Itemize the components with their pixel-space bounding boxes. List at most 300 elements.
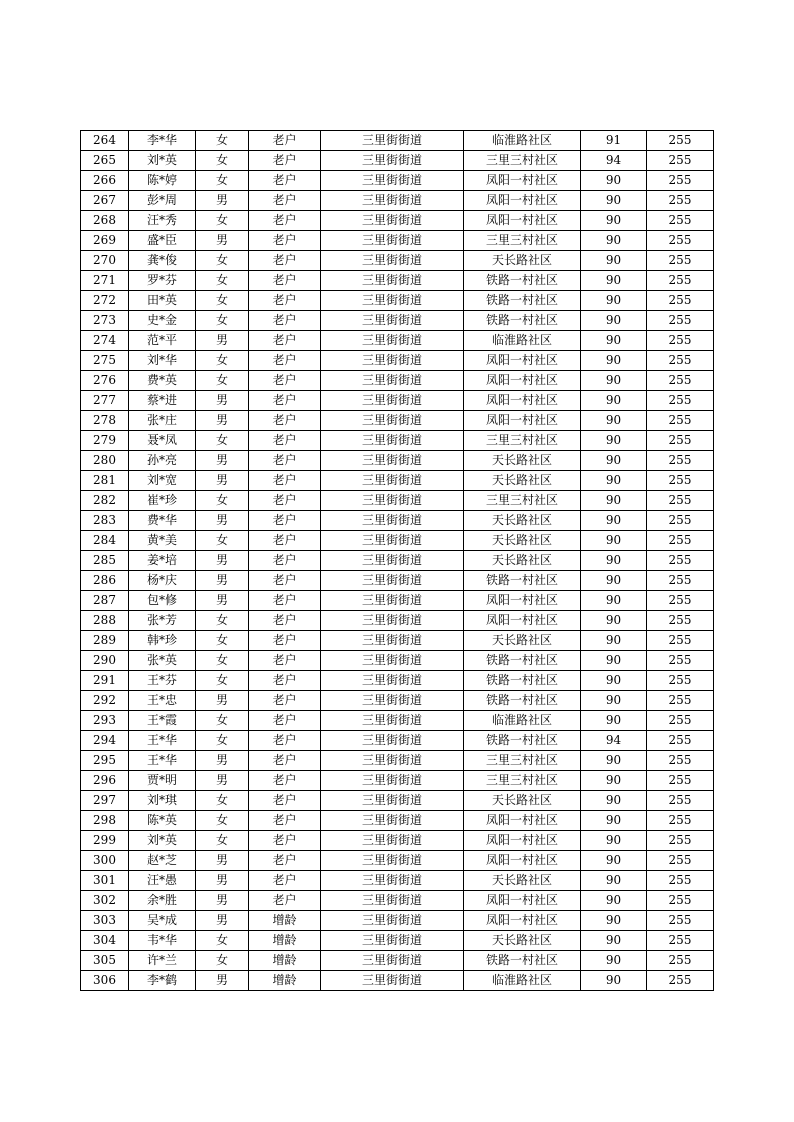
type-cell: 老户 [249,311,321,331]
seq-no-cell: 289 [81,631,129,651]
seq-no-cell: 279 [81,431,129,451]
seq-no-cell: 273 [81,311,129,331]
table-row [81,871,714,891]
community-cell: 临淮路社区 [464,331,581,351]
type-cell: 老户 [249,551,321,571]
seq-no-cell: 282 [81,491,129,511]
name-cell: 赵*芝 [129,851,196,871]
age-cell: 90 [581,431,647,451]
age-cell: 90 [581,471,647,491]
gender-cell: 男 [196,851,249,871]
seq-no-cell: 274 [81,331,129,351]
type-cell: 老户 [249,871,321,891]
community-cell: 铁路一村社区 [464,271,581,291]
table-row [81,371,714,391]
age-cell: 90 [581,891,647,911]
street-cell: 三里街街道 [321,671,464,691]
gender-cell: 男 [196,871,249,891]
community-cell: 凤阳一村社区 [464,211,581,231]
gender-cell: 男 [196,751,249,771]
name-cell: 蔡*进 [129,391,196,411]
street-cell: 三里街街道 [321,731,464,751]
street-cell: 三里街街道 [321,371,464,391]
gender-cell: 男 [196,771,249,791]
type-cell: 老户 [249,411,321,431]
name-cell: 张*英 [129,651,196,671]
street-cell: 三里街街道 [321,191,464,211]
street-cell: 三里街街道 [321,971,464,991]
community-cell: 凤阳一村社区 [464,831,581,851]
amount-cell: 255 [647,231,714,251]
street-cell: 三里街街道 [321,951,464,971]
amount-cell: 255 [647,391,714,411]
table-row [81,891,714,911]
community-cell: 凤阳一村社区 [464,891,581,911]
table-row [81,391,714,411]
seq-no-cell: 305 [81,951,129,971]
name-cell: 龚*俊 [129,251,196,271]
amount-cell: 255 [647,911,714,931]
street-cell: 三里街街道 [321,331,464,351]
street-cell: 三里街街道 [321,251,464,271]
age-cell: 90 [581,631,647,651]
amount-cell: 255 [647,791,714,811]
street-cell: 三里街街道 [321,631,464,651]
age-cell: 90 [581,711,647,731]
type-cell: 老户 [249,811,321,831]
gender-cell: 男 [196,451,249,471]
type-cell: 老户 [249,331,321,351]
amount-cell: 255 [647,471,714,491]
type-cell: 老户 [249,891,321,911]
name-cell: 崔*珍 [129,491,196,511]
seq-no-cell: 270 [81,251,129,271]
gender-cell: 女 [196,611,249,631]
amount-cell: 255 [647,831,714,851]
gender-cell: 女 [196,211,249,231]
name-cell: 聂*凤 [129,431,196,451]
table-row [81,251,714,271]
gender-cell: 男 [196,971,249,991]
age-cell: 90 [581,231,647,251]
gender-cell: 女 [196,531,249,551]
name-cell: 罗*芬 [129,271,196,291]
street-cell: 三里街街道 [321,751,464,771]
amount-cell: 255 [647,951,714,971]
type-cell: 老户 [249,271,321,291]
name-cell: 刘*琪 [129,791,196,811]
type-cell: 老户 [249,231,321,251]
age-cell: 90 [581,451,647,471]
type-cell: 老户 [249,251,321,271]
street-cell: 三里街街道 [321,871,464,891]
community-cell: 凤阳一村社区 [464,371,581,391]
seq-no-cell: 269 [81,231,129,251]
gender-cell: 男 [196,331,249,351]
seq-no-cell: 293 [81,711,129,731]
street-cell: 三里街街道 [321,131,464,151]
amount-cell: 255 [647,411,714,431]
community-cell: 凤阳一村社区 [464,191,581,211]
name-cell: 费*华 [129,511,196,531]
type-cell: 老户 [249,191,321,211]
community-cell: 三里三村社区 [464,151,581,171]
type-cell: 老户 [249,651,321,671]
seq-no-cell: 265 [81,151,129,171]
street-cell: 三里街街道 [321,651,464,671]
seq-no-cell: 276 [81,371,129,391]
table-row [81,831,714,851]
gender-cell: 女 [196,831,249,851]
street-cell: 三里街街道 [321,891,464,911]
type-cell: 老户 [249,851,321,871]
amount-cell: 255 [647,551,714,571]
type-cell: 老户 [249,211,321,231]
community-cell: 三里三村社区 [464,771,581,791]
gender-cell: 女 [196,631,249,651]
gender-cell: 男 [196,691,249,711]
type-cell: 老户 [249,491,321,511]
table-row [81,291,714,311]
community-cell: 三里三村社区 [464,431,581,451]
gender-cell: 女 [196,731,249,751]
street-cell: 三里街街道 [321,491,464,511]
name-cell: 田*英 [129,291,196,311]
gender-cell: 女 [196,931,249,951]
table-row [81,411,714,431]
table-row [81,451,714,471]
street-cell: 三里街街道 [321,431,464,451]
seq-no-cell: 287 [81,591,129,611]
seq-no-cell: 297 [81,791,129,811]
table-row [81,591,714,611]
community-cell: 凤阳一村社区 [464,351,581,371]
gender-cell: 男 [196,471,249,491]
type-cell: 老户 [249,291,321,311]
street-cell: 三里街街道 [321,171,464,191]
community-cell: 三里三村社区 [464,231,581,251]
name-cell: 韩*珍 [129,631,196,651]
name-cell: 刘*宽 [129,471,196,491]
community-cell: 铁路一村社区 [464,651,581,671]
table-row [81,751,714,771]
table-row [81,611,714,631]
seq-no-cell: 288 [81,611,129,631]
street-cell: 三里街街道 [321,791,464,811]
community-cell: 凤阳一村社区 [464,911,581,931]
name-cell: 汪*秀 [129,211,196,231]
name-cell: 汪*愚 [129,871,196,891]
gender-cell: 女 [196,651,249,671]
gender-cell: 男 [196,511,249,531]
amount-cell: 255 [647,611,714,631]
type-cell: 老户 [249,771,321,791]
type-cell: 老户 [249,571,321,591]
name-cell: 范*平 [129,331,196,351]
community-cell: 铁路一村社区 [464,731,581,751]
community-cell: 天长路社区 [464,511,581,531]
community-cell: 铁路一村社区 [464,291,581,311]
type-cell: 老户 [249,511,321,531]
gender-cell: 女 [196,951,249,971]
table-row [81,151,714,171]
community-cell: 凤阳一村社区 [464,391,581,411]
age-cell: 90 [581,331,647,351]
age-cell: 90 [581,971,647,991]
type-cell: 老户 [249,451,321,471]
community-cell: 天长路社区 [464,551,581,571]
table-row [81,551,714,571]
name-cell: 刘*英 [129,831,196,851]
street-cell: 三里街街道 [321,391,464,411]
amount-cell: 255 [647,871,714,891]
gender-cell: 男 [196,551,249,571]
age-cell: 94 [581,151,647,171]
street-cell: 三里街街道 [321,711,464,731]
name-cell: 余*胜 [129,891,196,911]
age-cell: 90 [581,831,647,851]
street-cell: 三里街街道 [321,151,464,171]
age-cell: 90 [581,911,647,931]
street-cell: 三里街街道 [321,271,464,291]
street-cell: 三里街街道 [321,511,464,531]
amount-cell: 255 [647,631,714,651]
street-cell: 三里街街道 [321,591,464,611]
seq-no-cell: 271 [81,271,129,291]
table-row [81,231,714,251]
amount-cell: 255 [647,811,714,831]
community-cell: 铁路一村社区 [464,951,581,971]
table-row [81,131,714,151]
gender-cell: 女 [196,491,249,511]
seq-no-cell: 283 [81,511,129,531]
seq-no-cell: 291 [81,671,129,691]
street-cell: 三里街街道 [321,611,464,631]
seq-no-cell: 278 [81,411,129,431]
name-cell: 许*兰 [129,951,196,971]
type-cell: 老户 [249,631,321,651]
amount-cell: 255 [647,731,714,751]
name-cell: 陈*英 [129,811,196,831]
table-row [81,211,714,231]
street-cell: 三里街街道 [321,471,464,491]
amount-cell: 255 [647,171,714,191]
name-cell: 孙*亮 [129,451,196,471]
amount-cell: 255 [647,671,714,691]
gender-cell: 女 [196,431,249,451]
type-cell: 老户 [249,791,321,811]
community-cell: 铁路一村社区 [464,571,581,591]
type-cell: 老户 [249,531,321,551]
amount-cell: 255 [647,511,714,531]
type-cell: 老户 [249,371,321,391]
name-cell: 韦*华 [129,931,196,951]
type-cell: 增龄 [249,931,321,951]
gender-cell: 男 [196,911,249,931]
name-cell: 陈*婷 [129,171,196,191]
type-cell: 老户 [249,671,321,691]
street-cell: 三里街街道 [321,931,464,951]
table-row [81,511,714,531]
table-row [81,771,714,791]
community-cell: 铁路一村社区 [464,671,581,691]
seq-no-cell: 295 [81,751,129,771]
age-cell: 90 [581,411,647,431]
gender-cell: 女 [196,791,249,811]
gender-cell: 女 [196,251,249,271]
age-cell: 90 [581,811,647,831]
gender-cell: 女 [196,351,249,371]
table-row [81,911,714,931]
amount-cell: 255 [647,131,714,151]
amount-cell: 255 [647,651,714,671]
age-cell: 90 [581,311,647,331]
amount-cell: 255 [647,451,714,471]
community-cell: 铁路一村社区 [464,311,581,331]
age-cell: 94 [581,731,647,751]
age-cell: 90 [581,511,647,531]
table-row [81,931,714,951]
age-cell: 90 [581,931,647,951]
street-cell: 三里街街道 [321,211,464,231]
seq-no-cell: 275 [81,351,129,371]
seq-no-cell: 294 [81,731,129,751]
community-cell: 凤阳一村社区 [464,591,581,611]
roster-body [81,131,714,991]
age-cell: 90 [581,171,647,191]
amount-cell: 255 [647,431,714,451]
table-row [81,731,714,751]
street-cell: 三里街街道 [321,231,464,251]
type-cell: 老户 [249,391,321,411]
name-cell: 王*华 [129,751,196,771]
seq-no-cell: 303 [81,911,129,931]
amount-cell: 255 [647,931,714,951]
age-cell: 90 [581,871,647,891]
table-row [81,531,714,551]
community-cell: 铁路一村社区 [464,691,581,711]
seq-no-cell: 280 [81,451,129,471]
amount-cell: 255 [647,191,714,211]
street-cell: 三里街街道 [321,551,464,571]
table-row [81,171,714,191]
street-cell: 三里街街道 [321,351,464,371]
name-cell: 刘*英 [129,151,196,171]
table-row [81,331,714,351]
community-cell: 三里三村社区 [464,751,581,771]
seq-no-cell: 267 [81,191,129,211]
roster-table [80,130,714,991]
age-cell: 90 [581,771,647,791]
community-cell: 天长路社区 [464,791,581,811]
seq-no-cell: 277 [81,391,129,411]
street-cell: 三里街街道 [321,411,464,431]
amount-cell: 255 [647,251,714,271]
table-row [81,431,714,451]
community-cell: 临淮路社区 [464,971,581,991]
type-cell: 老户 [249,591,321,611]
gender-cell: 男 [196,891,249,911]
name-cell: 王*忠 [129,691,196,711]
community-cell: 天长路社区 [464,451,581,471]
gender-cell: 男 [196,591,249,611]
table-row [81,811,714,831]
name-cell: 刘*华 [129,351,196,371]
amount-cell: 255 [647,891,714,911]
gender-cell: 男 [196,571,249,591]
type-cell: 老户 [249,351,321,371]
type-cell: 增龄 [249,911,321,931]
seq-no-cell: 272 [81,291,129,311]
amount-cell: 255 [647,351,714,371]
amount-cell: 255 [647,371,714,391]
amount-cell: 255 [647,271,714,291]
amount-cell: 255 [647,711,714,731]
age-cell: 90 [581,611,647,631]
age-cell: 90 [581,391,647,411]
age-cell: 90 [581,291,647,311]
name-cell: 王*霞 [129,711,196,731]
type-cell: 老户 [249,151,321,171]
gender-cell: 女 [196,151,249,171]
gender-cell: 女 [196,171,249,191]
community-cell: 凤阳一村社区 [464,811,581,831]
community-cell: 天长路社区 [464,631,581,651]
age-cell: 90 [581,251,647,271]
table-row [81,351,714,371]
amount-cell: 255 [647,751,714,771]
amount-cell: 255 [647,851,714,871]
gender-cell: 女 [196,131,249,151]
gender-cell: 女 [196,271,249,291]
table-row [81,851,714,871]
street-cell: 三里街街道 [321,451,464,471]
type-cell: 老户 [249,471,321,491]
table-row [81,631,714,651]
name-cell: 姜*培 [129,551,196,571]
name-cell: 王*芬 [129,671,196,691]
community-cell: 凤阳一村社区 [464,411,581,431]
name-cell: 史*金 [129,311,196,331]
table-row [81,691,714,711]
age-cell: 90 [581,491,647,511]
seq-no-cell: 306 [81,971,129,991]
type-cell: 增龄 [249,971,321,991]
seq-no-cell: 301 [81,871,129,891]
table-row [81,271,714,291]
seq-no-cell: 281 [81,471,129,491]
community-cell: 天长路社区 [464,931,581,951]
table-row [81,651,714,671]
age-cell: 90 [581,551,647,571]
community-cell: 凤阳一村社区 [464,851,581,871]
gender-cell: 女 [196,311,249,331]
amount-cell: 255 [647,211,714,231]
table-row [81,791,714,811]
community-cell: 凤阳一村社区 [464,171,581,191]
table-row [81,971,714,991]
name-cell: 贾*明 [129,771,196,791]
community-cell: 天长路社区 [464,471,581,491]
seq-no-cell: 296 [81,771,129,791]
gender-cell: 男 [196,391,249,411]
seq-no-cell: 292 [81,691,129,711]
street-cell: 三里街街道 [321,911,464,931]
age-cell: 90 [581,671,647,691]
seq-no-cell: 268 [81,211,129,231]
seq-no-cell: 286 [81,571,129,591]
type-cell: 老户 [249,731,321,751]
